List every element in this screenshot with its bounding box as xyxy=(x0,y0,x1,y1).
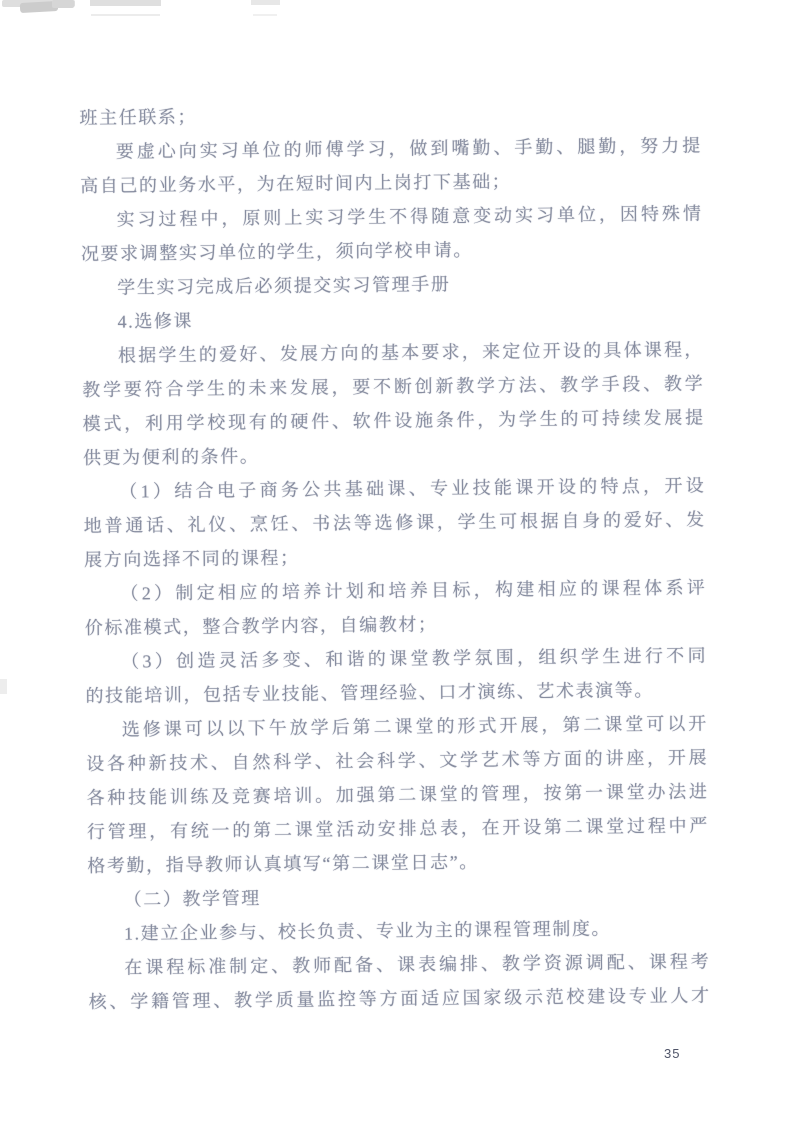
scan-artifact-top-right-2 xyxy=(253,14,277,16)
text-line: 要虚心向实习单位的师傅学习，做到嘴勤、手勤、腿勤，努力提 xyxy=(115,135,702,162)
text-line: （3）创造灵活多变、和谐的课堂教学氛围，组织学生进行不同 xyxy=(121,645,708,672)
text-line: 的技能培训，包括专业技能、管理经验、口才演练、艺术表演等。 xyxy=(85,680,654,706)
text-line: 核、学籍管理、教学质量监控等方面适应国家级示范校建设专业人才 xyxy=(88,985,711,1012)
text-line: 行管理，有统一的第二课堂活动安排总表，在开设第二课堂过程中严 xyxy=(86,815,710,842)
page-number: 35 xyxy=(664,1046,681,1061)
text-line: 教学要符合学生的未来发展，要不断创新教学方法、教学手段、教学 xyxy=(82,373,705,400)
text-line: 学生实习完成后必须提交实习管理手册 xyxy=(117,274,451,298)
text-line: 各种技能训练及竞赛培训。加强第二课堂的管理，按第一课堂办法进 xyxy=(86,781,709,808)
scan-artifact-top-left-3 xyxy=(52,0,74,8)
text-line: 1.建立企业参与、校长负责、专业为主的课程管理制度。 xyxy=(123,918,612,944)
text-line: （二）教学管理 xyxy=(123,888,261,910)
scan-artifact-top-mid-2 xyxy=(91,14,160,16)
text-line: 根据学生的爱好、发展方向的基本要求，来定位开设的具体课程， xyxy=(117,339,705,366)
text-line: 供更为便利的条件。 xyxy=(82,446,260,468)
text-line: 4.选修课 xyxy=(117,310,194,332)
scan-artifact-top-left-2 xyxy=(20,1,58,13)
text-line: 高自己的业务水平，为在短时间内上岗打下基础； xyxy=(80,171,512,196)
text-line: （1）结合电子商务公共基础课、专业技能课开设的特点，开设 xyxy=(119,475,706,502)
text-line: 格考勤，指导教师认真填写“第二课堂日志”。 xyxy=(87,851,479,876)
text-line: 展方向选择不同的课程； xyxy=(83,547,300,570)
scan-artifact-left-edge xyxy=(0,679,7,694)
text-line: 价标准模式，整合教学内容，自编教材； xyxy=(84,614,438,638)
text-line: 在课程标准制定、教师配备、课表编排、教学资源调配、课程考 xyxy=(124,951,711,978)
text-line: 设各种新技术、自然科学、社会科学、文学艺术等方面的讲座，开展 xyxy=(86,747,709,774)
scan-artifact-top-mid-1 xyxy=(90,0,161,6)
text-line: 选修课可以以下午放学后第二课堂的形式开展，第二课堂可以开 xyxy=(121,713,708,740)
text-line: 实习过程中，原则上实习学生不得随意变动实习单位，因特殊情 xyxy=(116,203,703,230)
text-line: 模式，利用学校现有的硬件、软件设施条件，为学生的可持续发展提 xyxy=(82,407,705,434)
document-text xyxy=(79,94,711,1018)
scan-artifact-top-left-1 xyxy=(2,0,75,7)
text-line: （2）制定相应的培养计划和培养目标，构建相应的课程体系评 xyxy=(120,577,707,604)
text-line: 班主任联系； xyxy=(79,106,198,128)
text-line: 地普通话、礼仪、烹饪、书法等选修课，学生可根据自身的爱好、发 xyxy=(83,509,706,536)
text-line: 况要求调整实习单位的学生，须向学校申请。 xyxy=(80,239,473,264)
scan-artifact-top-right-1 xyxy=(251,0,280,5)
